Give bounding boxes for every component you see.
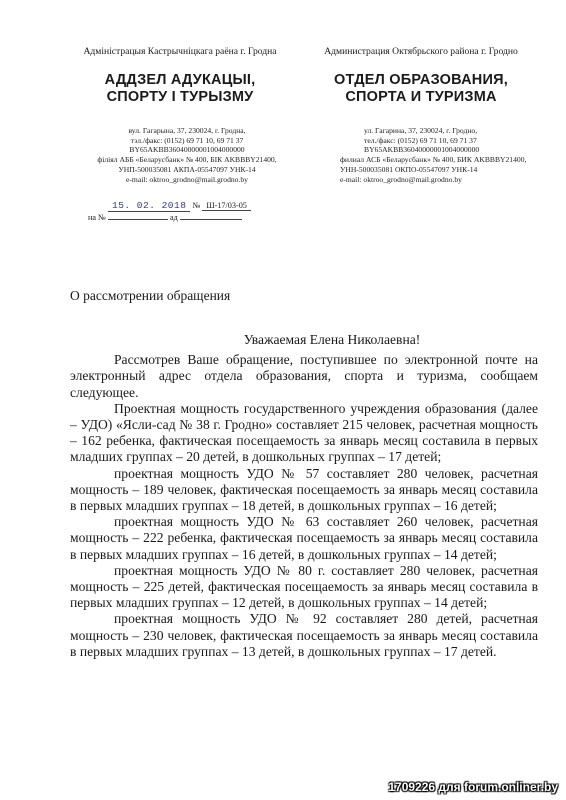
outgoing-number: Ш-17/03-05 [202, 201, 251, 211]
paragraph: проектная мощность УДО № 63 составляет 260 человек, расчетная мощность – 222 ребенка, фактическая посещаемость за январь месяц составила в первых младших группах – 16 детей, в дошкольных группах – 14 детей; [70, 514, 538, 562]
paragraph: проектная мощность УДО № 92 составляет 280 детей, расчетная мощность – 230 человек, фактическая посещаемость за январь месяц составила в первых младших группах – 13 детей, в дошкольных группах – 17 детей. [70, 611, 538, 659]
number-prefix: № [192, 201, 201, 210]
paragraph: проектная мощность УДО № 80 г. составляет 280 человек, расчетная мощность – 225 детей, фактическая посещаемость за январь месяц составила в первых младших группах – 12 детей, в дошкольных группах – 14 детей; [70, 562, 538, 611]
administration-name-by: Адміністрацыя Кастрычніцкага раёна г. Гродна [83, 46, 277, 57]
department-name-by: АДДЗЕЛ АДУКАЦЫІ, СПОРТУ І ТУРЫЗМУ [104, 72, 256, 105]
reply-label: на № [88, 213, 106, 222]
letter-subject: О рассмотрении обращения [70, 288, 231, 303]
reply-to-line [88, 212, 242, 224]
header-right-russian [308, 46, 534, 106]
letter-body [70, 332, 538, 660]
reply-ad-label: ад [169, 213, 178, 222]
administration-name-ru: Администрация Октябрьского района г. Гродно [324, 46, 518, 57]
paragraph: Рассмотрев Ваше обращение, поступившее по электронной почте на электронный адрес отдела образования, спорта и туризма, сообщаем следующее. [70, 352, 538, 400]
date-stamp: 15. 02. 2018 [108, 200, 190, 212]
forum-watermark: 1709226 для forum.onliner.by [388, 780, 558, 794]
address-block-by: вул. Гагарына, 37, 230024, г. Гродна, тэл./факс: (0152) 69 71 10, 69 71 37 BY65AKBB36040000001004000000 філіял АББ «Беларусбанк» № 400, БІК AKBBBY21400, УНП-500035081 АКПА-05547097 УНК-14 e-mail: oktroo_grodno@mail.grodno.by [97, 126, 277, 184]
registration-line [108, 200, 251, 212]
reply-date-blank [180, 219, 242, 220]
address-block-ru: ул. Гагарина, 37, 230024, г. Гродно, тел./факс: (0152) 69 71 10, 69 71 37 BY65AKBB36040000001004000000 филиал АСБ «Беларусбанк» № 400, БИК AKBBBY21400, УНН-500035081 ОКПО-05547097 УНК-14 e-mail: oktroo_grodno@mail.grodno.by [340, 126, 527, 184]
paragraph: Проектная мощность государственного учреждения образования (далее – УДО) «Ясли-сад № 38 г. Гродно» составляет 215 человек, расчетная мощность – 162 ребенка, фактическая посещаемость за январь месяц составила в первых младших группах – 20 детей, в дошкольных группах – 17 детей; [70, 400, 538, 465]
header-left-belarusian [60, 46, 300, 106]
paragraph: проектная мощность УДО № 57 составляет 280 человек, расчетная мощность – 189 человек, фактическая посещаемость за январь месяц составила в первых младших группах – 18 детей, в дошкольных группах – 16 детей; [70, 465, 538, 514]
greeting: Уважаемая Елена Николаевна! [243, 332, 421, 347]
reply-number-blank [108, 219, 168, 220]
department-name-ru: ОТДЕЛ ОБРАЗОВАНИЯ, СПОРТА И ТУРИЗМА [334, 72, 508, 105]
